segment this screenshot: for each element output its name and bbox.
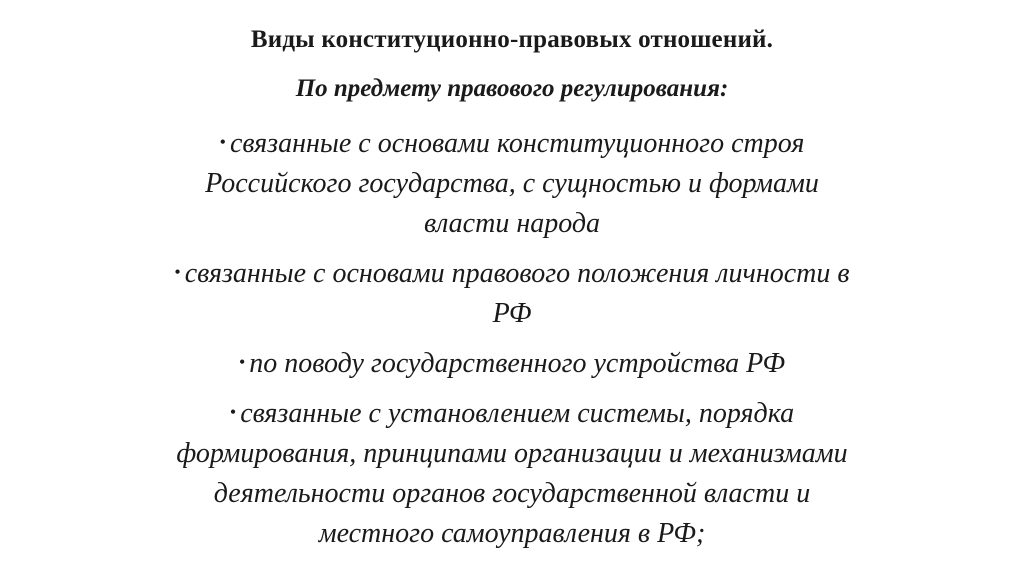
- bullet-item-legal-status: [70, 252, 954, 334]
- bullet-line: по поводу государственного устройства РФ: [249, 348, 786, 379]
- slide-title: Виды конституционно-правовых отношений.: [250, 26, 774, 53]
- bullet-line: формирования, принципами организации и механизмами: [176, 438, 848, 469]
- bullet-icon: •: [219, 132, 226, 152]
- bullet-item-state-authorities: [70, 392, 954, 554]
- bullet-icon: •: [238, 352, 246, 372]
- bullet-line: деятельности органов государственной власти и: [213, 478, 811, 509]
- bullet-item-constitutional-order: [70, 122, 954, 244]
- bullet-icon: •: [229, 402, 237, 422]
- bullet-line: местного самоуправления в РФ;: [318, 518, 706, 549]
- bullet-line: связанные с основами правового положения личности в: [184, 258, 850, 289]
- bullet-list: [70, 122, 954, 562]
- bullet-line: РФ: [492, 298, 532, 329]
- bullet-icon: •: [174, 262, 181, 282]
- bullet-line: власти народа: [423, 208, 601, 239]
- bullet-item-state-structure: [70, 342, 954, 384]
- bullet-line: Российского государства, с сущностью и формами: [205, 168, 819, 199]
- bullet-line: связанные с основами конституционного строя: [229, 128, 805, 159]
- slide-subtitle: По предмету правового регулирования:: [295, 75, 729, 102]
- bullet-line: связанные с установлением системы, порядка: [240, 398, 795, 429]
